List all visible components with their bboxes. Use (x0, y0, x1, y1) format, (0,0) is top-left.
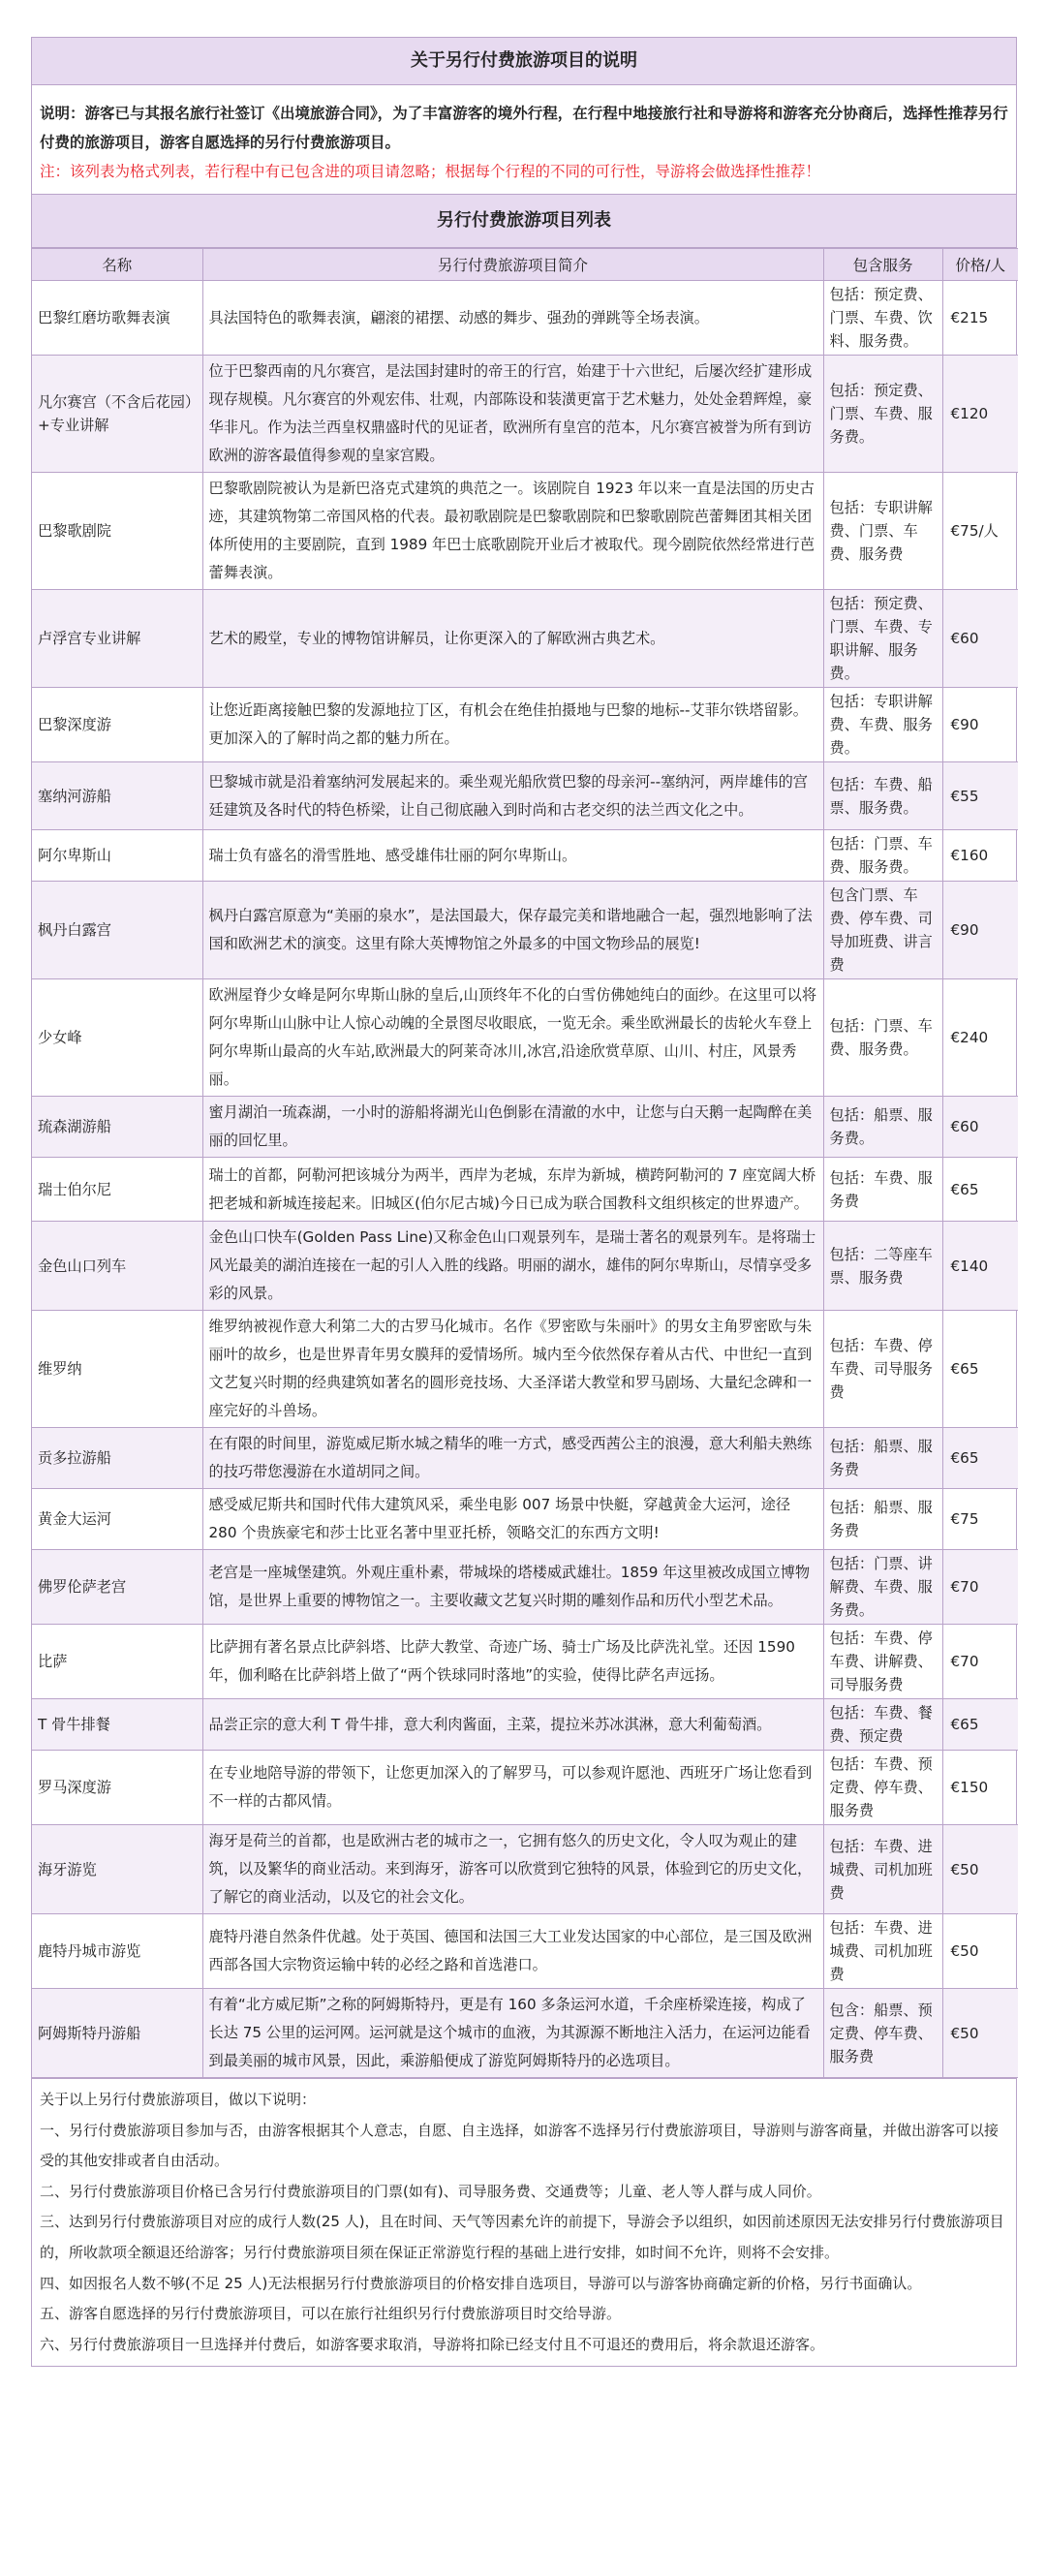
service-cell: 包括：车费、服务费 (823, 1158, 942, 1222)
price-cell: €60 (942, 1097, 1018, 1158)
intro-cell: 金色山口快车(Golden Pass Line)又称金色山口观景列车，是瑞士著名的观景列车。是将瑞士风光最美的湖泊连接在一起的引人入胜的线路。明丽的湖水，雄伟的阿尔卑斯山，尽情享受多彩的风景。 (202, 1222, 823, 1311)
service-cell: 包括：车费、预定费、停车费、服务费 (823, 1751, 942, 1825)
description-text: 说明：游客已与其报名旅行社签订《出境旅游合同》，为了丰富游客的境外行程，在行程中地接旅行社和导游将和游客充分协商后，选择性推荐另行付费的旅游项目，游客自愿选择的另行付费旅游项目。 (40, 105, 1008, 151)
intro-cell: 在有限的时间里，游览威尼斯水城之精华的唯一方式，感受西茜公主的浪漫，意大利船夫熟练的技巧带您漫游在水道胡同之间。 (202, 1428, 823, 1489)
footer-line: 五、游客自愿选择的另行付费旅游项目，可以在旅行社组织另行付费旅游项目时交给导游。 (40, 2305, 622, 2323)
table-row (32, 590, 1018, 688)
name-cell: 瑞士伯尔尼 (32, 1158, 202, 1222)
name-cell: 巴黎歌剧院 (32, 473, 202, 590)
intro-cell: 鹿特丹港自然条件优越。处于英国、德国和法国三大工业发达国家的中心部位，是三国及欧洲西部各国大宗物资运输中转的必经之路和首选港口。 (202, 1914, 823, 1989)
table-row (32, 688, 1018, 762)
name-cell: 阿姆斯特丹游船 (32, 1989, 202, 2078)
price-cell: €215 (942, 281, 1018, 356)
intro-cell: 枫丹白露宫原意为“美丽的泉水”，是法国最大，保存最完美和谐地融合一起，强烈地影响了法国和欧洲艺术的演变。这里有除大英博物馆之外最多的中国文物珍品的展览! (202, 882, 823, 979)
table-row (32, 1914, 1018, 1989)
name-cell: 枫丹白露宫 (32, 882, 202, 979)
table-row (32, 356, 1018, 473)
name-cell: 贡多拉游船 (32, 1428, 202, 1489)
service-cell: 包括：预定费、门票、车费、服务费。 (823, 356, 942, 473)
intro-cell: 比萨拥有著名景点比萨斜塔、比萨大教堂、奇迹广场、骑士广场及比萨洗礼堂。还因 1590 年，伽利略在比萨斜塔上做了“两个铁球同时落地”的实验，使得比萨名声远扬。 (202, 1625, 823, 1699)
table-row (32, 1550, 1018, 1625)
service-cell: 包括：船票、服务费。 (823, 1097, 942, 1158)
price-cell: €150 (942, 1751, 1018, 1825)
name-cell: 罗马深度游 (32, 1751, 202, 1825)
column-header-service: 包含服务 (823, 249, 942, 281)
price-cell: €90 (942, 882, 1018, 979)
table-row (32, 1311, 1018, 1428)
name-cell: 比萨 (32, 1625, 202, 1699)
table-row (32, 762, 1018, 830)
footer-line: 一、另行付费旅游项目参加与否，由游客根据其个人意志，自愿、自主选择，如游客不选择另行付费旅游项目，导游则与游客商量，并做出游客可以接受的其他安排或者自由活动。 (40, 2121, 1000, 2170)
price-cell: €50 (942, 1989, 1018, 2078)
table-row (32, 1428, 1018, 1489)
table-row (32, 1097, 1018, 1158)
price-cell: €65 (942, 1699, 1018, 1751)
service-cell: 包括：车费、停车费、司导服务费 (823, 1311, 942, 1428)
service-cell: 包括：车费、进城费、司机加班费 (823, 1914, 942, 1989)
items-table (32, 248, 1018, 2078)
intro-cell: 有着“北方威尼斯”之称的阿姆斯特丹，更是有 160 多条运河水道，千余座桥梁连接，构成了长达 75 公里的运河网。运河就是这个城市的血液，为其源源不断地注入活力，在运河边能看到最美丽的城市风景，因此，乘游船便成了游览阿姆斯特丹的必选项目。 (202, 1989, 823, 2078)
service-cell: 包括：船票、服务费 (823, 1489, 942, 1550)
service-cell: 包括：车费、船票、服务费。 (823, 762, 942, 830)
intro-cell: 巴黎城市就是沿着塞纳河发展起来的。乘坐观光船欣赏巴黎的母亲河--塞纳河，两岸雄伟的宫廷建筑及各时代的特色桥梁，让自己彻底融入到时尚和古老交织的法兰西文化之中。 (202, 762, 823, 830)
service-cell: 包括：车费、停车费、讲解费、司导服务费 (823, 1625, 942, 1699)
table-row (32, 1751, 1018, 1825)
price-cell: €90 (942, 688, 1018, 762)
table-row (32, 830, 1018, 882)
footer-line: 四、如因报名人数不够(不足 25 人)无法根据另行付费旅游项目的价格安排自选项目，导游可以与游客协商确定新的价格，另行书面确认。 (40, 2274, 922, 2292)
service-cell: 包括：车费、餐费、预定费 (823, 1699, 942, 1751)
service-cell: 包括：车费、进城费、司机加班费 (823, 1825, 942, 1914)
intro-cell: 在专业地陪导游的带领下，让您更加深入的了解罗马，可以参观许愿池、西班牙广场让您看到不一样的古都风情。 (202, 1751, 823, 1825)
price-cell: €240 (942, 979, 1018, 1097)
name-cell: 凡尔赛宫（不含后花园）+专业讲解 (32, 356, 202, 473)
intro-cell: 具法国特色的歌舞表演，翩滚的裙摆、动感的舞步、强劲的弹跳等全场表演。 (202, 281, 823, 356)
intro-cell: 让您近距离接触巴黎的发源地拉丁区，有机会在绝佳拍摄地与巴黎的地标--艾菲尔铁塔留影。更加深入的了解时尚之都的魅力所在。 (202, 688, 823, 762)
price-cell: €70 (942, 1625, 1018, 1699)
price-cell: €75 (942, 1489, 1018, 1550)
name-cell: 琉森湖游船 (32, 1097, 202, 1158)
service-cell: 包括：专职讲解费、门票、车费、服务费 (823, 473, 942, 590)
footer-line: 三、达到另行付费旅游项目对应的成行人数(25 人)，且在时间、天气等因素允许的前提下，导游会予以组织，如因前述原因无法安排另行付费旅游项目的，所收款项全额退还给游客；另行付费旅游项目须在保证正常游览行程的基础上进行安排，如时间不允许，则将不会安排。 (40, 2213, 1004, 2261)
intro-cell: 艺术的殿堂，专业的博物馆讲解员，让你更深入的了解欧洲古典艺术。 (202, 590, 823, 688)
table-row (32, 1825, 1018, 1914)
intro-cell: 巴黎歌剧院被认为是新巴洛克式建筑的典范之一。该剧院自 1923 年以来一直是法国的历史古迹，其建筑物第二帝国风格的代表。最初歌剧院是巴黎歌剧院和巴黎歌剧院芭蕾舞团其相关团体所使用的主要剧院，直到 1989 年巴士底歌剧院开业后才被取代。现今剧院依然经常进行芭蕾舞表演。 (202, 473, 823, 590)
table-header-row (32, 249, 1018, 281)
name-cell: 黄金大运河 (32, 1489, 202, 1550)
intro-cell: 瑞士的首都，阿勒河把该城分为两半，西岸为老城，东岸为新城，横跨阿勒河的 7 座宽阔大桥把老城和新城连接起来。旧城区(伯尔尼古城)今日已成为联合国教科文组织核定的世界遗产。 (202, 1158, 823, 1222)
name-cell: 塞纳河游船 (32, 762, 202, 830)
intro-cell: 老宫是一座城堡建筑。外观庄重朴素，带城垛的塔楼威武雄壮。1859 年这里被改成国立博物馆，是世界上重要的博物馆之一。主要收藏文艺复兴时期的雕刻作品和历代小型艺术品。 (202, 1550, 823, 1625)
service-cell: 包括：二等座车票、服务费 (823, 1222, 942, 1311)
name-cell: 维罗纳 (32, 1311, 202, 1428)
table-row (32, 281, 1018, 356)
footer-line: 关于以上另行付费旅游项目，做以下说明： (40, 2091, 317, 2108)
page-title: 关于另行付费旅游项目的说明 (32, 38, 1016, 85)
price-cell: €50 (942, 1825, 1018, 1914)
description-block (32, 85, 1016, 195)
service-cell: 包括：门票、车费、服务费。 (823, 979, 942, 1097)
footer-line: 六、另行付费旅游项目一旦选择并付费后，如游客要求取消，导游将扣除已经支付且不可退还的费用后，将余款退还游客。 (40, 2335, 825, 2353)
service-cell: 包括：船票、服务费 (823, 1428, 942, 1489)
intro-cell: 维罗纳被视作意大利第二大的古罗马化城市。名作《罗密欧与朱丽叶》的男女主角罗密欧与朱丽叶的故乡，也是世界青年男女膜拜的爱情场所。城内至今依然保存着从古代、中世纪一直到文艺复兴时期的经典建筑如著名的圆形竞技场、大圣泽诺大教堂和罗马剧场、大量纪念碑和一座完好的斗兽场。 (202, 1311, 823, 1428)
price-cell: €140 (942, 1222, 1018, 1311)
intro-cell: 瑞士负有盛名的滑雪胜地、感受雄伟壮丽的阿尔卑斯山。 (202, 830, 823, 882)
price-cell: €60 (942, 590, 1018, 688)
intro-cell: 品尝正宗的意大利 T 骨牛排，意大利肉酱面，主菜，提拉米苏冰淇淋，意大利葡萄酒。 (202, 1699, 823, 1751)
intro-cell: 欧洲屋脊少女峰是阿尔卑斯山脉的皇后,山顶终年不化的白雪仿佛她纯白的面纱。在这里可以将阿尔卑斯山山脉中让人惊心动魄的全景图尽收眼底，一览无余。乘坐欧洲最长的齿轮火车登上阿尔卑斯山最高的火车站,欧洲最大的阿莱奇冰川,冰宫,沿途欣赏草原、山川、村庄，风景秀丽。 (202, 979, 823, 1097)
red-note: 注：该列表为格式列表，若行程中有已包含进的项目请忽略；根据每个行程的不同的可行性，导游将会做选择性推荐！ (40, 163, 821, 180)
price-cell: €120 (942, 356, 1018, 473)
service-cell: 包括：专职讲解费、车费、服务费。 (823, 688, 942, 762)
table-row (32, 473, 1018, 590)
price-cell: €55 (942, 762, 1018, 830)
table-row (32, 882, 1018, 979)
column-header-name: 名称 (32, 249, 202, 281)
column-header-intro: 另行付费旅游项目简介 (202, 249, 823, 281)
footer-notes (32, 2078, 1016, 2366)
name-cell: 佛罗伦萨老宫 (32, 1550, 202, 1625)
intro-cell: 位于巴黎西南的凡尔赛宫，是法国封建时的帝王的行宫，始建于十六世纪，后屡次经扩建形成现存规模。凡尔赛宫的外观宏伟、壮观，内部陈设和装潢更富于艺术魅力，处处金碧辉煌，豪华非凡。作为法兰西皇权鼎盛时代的见证者，欧洲所有皇宫的范本，凡尔赛宫被誉为所有到访欧洲的游客最值得参观的皇家宫殿。 (202, 356, 823, 473)
service-cell: 包括：门票、讲解费、车费、服务费。 (823, 1550, 942, 1625)
table-row (32, 1625, 1018, 1699)
table-title: 另行付费旅游项目列表 (32, 195, 1016, 248)
service-cell: 包含：船票、预定费、停车费、服务费 (823, 1989, 942, 2078)
table-row (32, 1989, 1018, 2078)
price-cell: €70 (942, 1550, 1018, 1625)
service-cell: 包含门票、车费、停车费、司导加班费、讲言费 (823, 882, 942, 979)
table-row (32, 1158, 1018, 1222)
table-row (32, 1222, 1018, 1311)
name-cell: 海牙游览 (32, 1825, 202, 1914)
name-cell: 巴黎深度游 (32, 688, 202, 762)
name-cell: 鹿特丹城市游览 (32, 1914, 202, 1989)
document-sheet (31, 37, 1017, 2367)
price-cell: €65 (942, 1428, 1018, 1489)
price-cell: €65 (942, 1311, 1018, 1428)
table-row (32, 979, 1018, 1097)
service-cell: 包括：预定费、门票、车费、专职讲解、服务费。 (823, 590, 942, 688)
table-row (32, 1699, 1018, 1751)
name-cell: 阿尔卑斯山 (32, 830, 202, 882)
intro-cell: 蜜月湖泊一琉森湖，一小时的游船将湖光山色倒影在清澈的水中，让您与白天鹅一起陶醉在美丽的回忆里。 (202, 1097, 823, 1158)
name-cell: 少女峰 (32, 979, 202, 1097)
name-cell: 金色山口列车 (32, 1222, 202, 1311)
price-cell: €160 (942, 830, 1018, 882)
footer-line: 二、另行付费旅游项目价格已含另行付费旅游项目的门票(如有)、司导服务费、交通费等；儿童、老人等人群与成人同价。 (40, 2182, 821, 2200)
column-header-price: 价格/人 (942, 249, 1018, 281)
price-cell: €65 (942, 1158, 1018, 1222)
price-cell: €50 (942, 1914, 1018, 1989)
service-cell: 包括：预定费、门票、车费、饮料、服务费。 (823, 281, 942, 356)
intro-cell: 海牙是荷兰的首都，也是欧洲古老的城市之一，它拥有悠久的历史文化，令人叹为观止的建筑，以及繁华的商业活动。来到海牙，游客可以欣赏到它独特的风景，体验到它的历史文化，了解它的商业活动，以及它的社会文化。 (202, 1825, 823, 1914)
name-cell: 卢浮宫专业讲解 (32, 590, 202, 688)
name-cell: 巴黎红磨坊歌舞表演 (32, 281, 202, 356)
name-cell: T 骨牛排餐 (32, 1699, 202, 1751)
intro-cell: 感受威尼斯共和国时代伟大建筑风采，乘坐电影 007 场景中快艇，穿越黄金大运河，途径 280 个贵族豪宅和莎士比亚名著中里亚托桥，领略交汇的东西方文明! (202, 1489, 823, 1550)
price-cell: €75/人 (942, 473, 1018, 590)
table-row (32, 1489, 1018, 1550)
service-cell: 包括：门票、车费、服务费。 (823, 830, 942, 882)
